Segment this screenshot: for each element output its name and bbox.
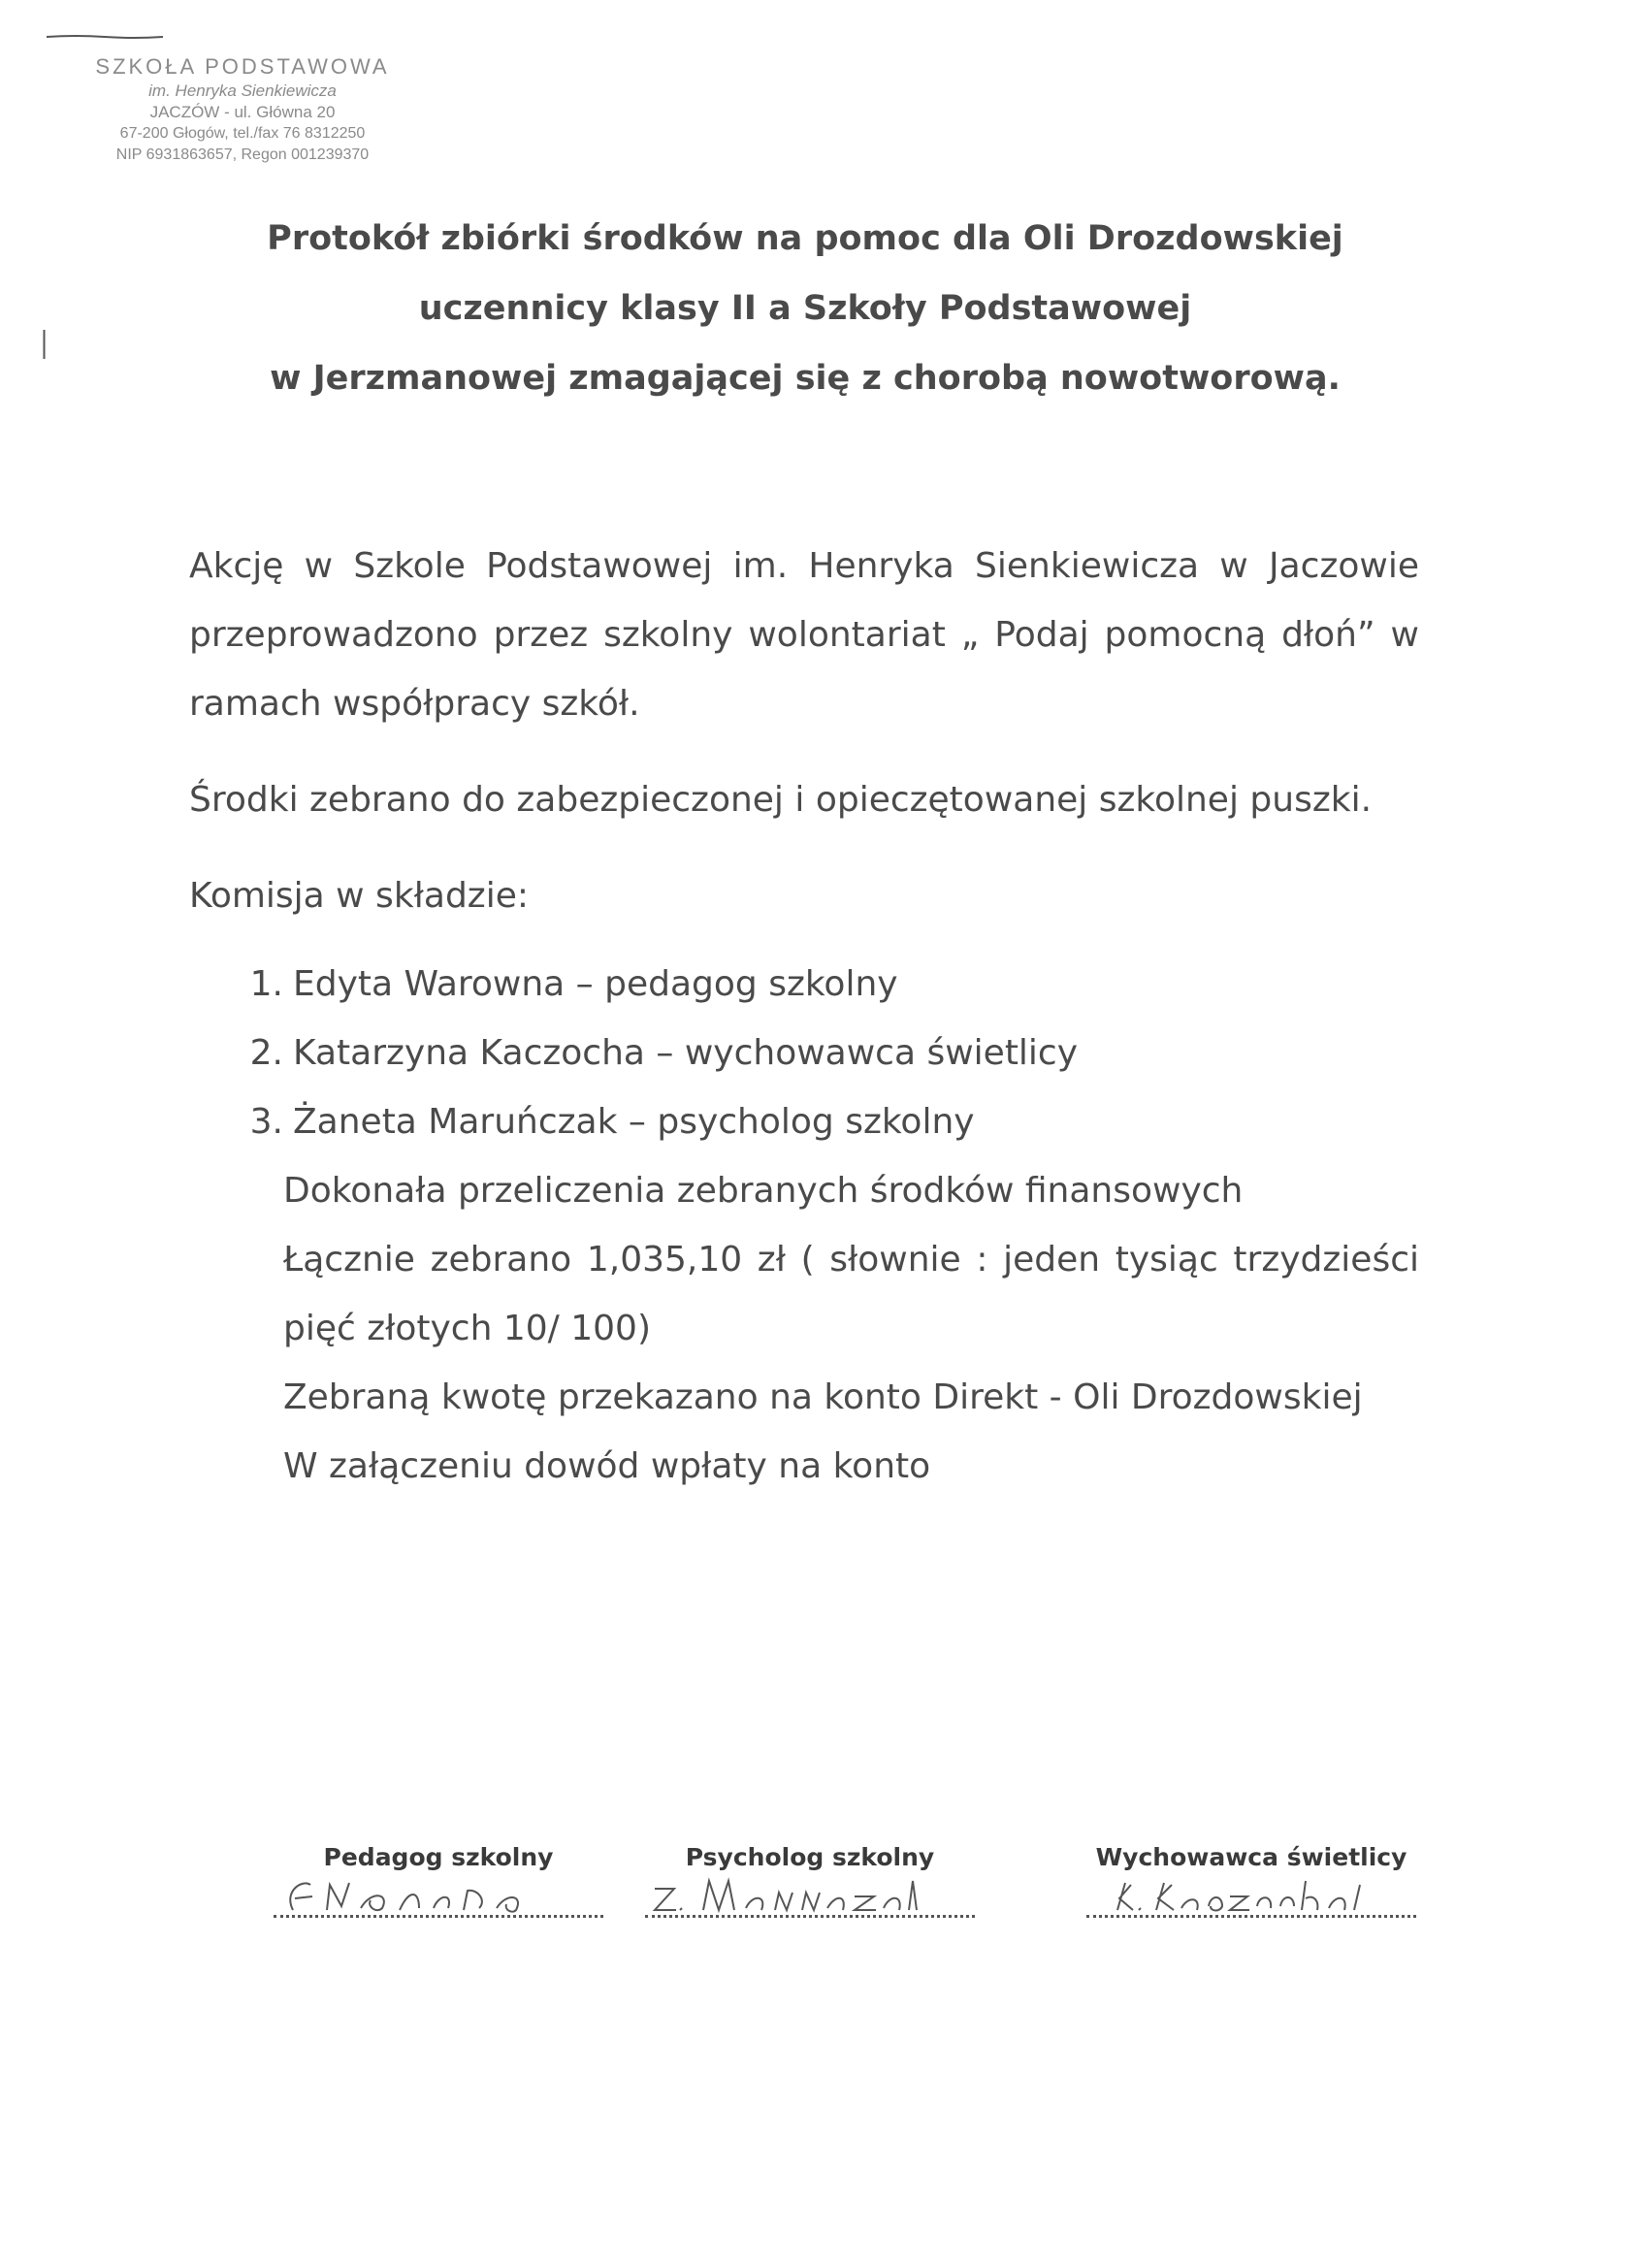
attachment-statement: W załączeniu dowód wpłaty na konto: [283, 1446, 931, 1486]
signature-wychowawca: [1086, 1843, 1416, 1924]
commission-list: [189, 950, 1419, 1156]
document-body: [189, 532, 1419, 1501]
list-item: [189, 1019, 1419, 1087]
signature-dots: [1086, 1915, 1416, 1918]
school-stamp: [68, 53, 417, 166]
handwritten-signature: [1086, 1871, 1416, 1916]
list-number: 3.: [249, 1102, 283, 1142]
counted-statement: Dokonała przeliczenia zebranych środków finansowych: [283, 1171, 1244, 1211]
stamp-patron: im. Henryka Sienkiewicza: [148, 81, 337, 100]
handwritten-signature: [274, 1871, 603, 1916]
title-line-2: uczennicy klasy II a Szkoły Podstawowej: [418, 289, 1192, 328]
total-amount-statement: Łącznie zebrano 1,035,10 zł ( słownie : jeden tysiąc trzydzieści pięć złotych 10/ 100): [283, 1240, 1419, 1348]
signature-line: [1086, 1875, 1416, 1924]
signature-line: [645, 1875, 975, 1924]
signature-pedagog: [274, 1843, 603, 1924]
signature-line: [274, 1875, 603, 1924]
title-line-3: w Jerzmanowej zmagającej się z chorobą nowotworową.: [270, 359, 1341, 398]
signature-label: Pedagog szkolny: [323, 1843, 554, 1871]
title-line-1: Protokół zbiórki środków na pomoc dla Oli Drozdowskiej: [267, 219, 1343, 258]
scan-mark: [43, 330, 46, 359]
member-text: Żaneta Maruńczak – psycholog szkolny: [293, 1102, 975, 1142]
handwritten-signature: [645, 1871, 975, 1916]
stamp-school-name: SZKOŁA PODSTAWOWA: [95, 54, 390, 79]
member-text: Katarzyna Kaczocha – wychowawca świetlicy: [293, 1033, 1079, 1073]
paragraph-funds: Środki zebrano do zabezpieczonej i opieczętowanej szkolnej puszki.: [189, 780, 1373, 820]
signature-dots: [274, 1915, 603, 1918]
signature-label: Wychowawca świetlicy: [1095, 1843, 1407, 1871]
list-item: [189, 950, 1419, 1019]
signature-dots: [645, 1915, 975, 1918]
stamp-address-line2: 67-200 Głogów, tel./fax 76 8312250: [119, 125, 366, 142]
transfer-statement: Zebraną kwotę przekazano na konto Direkt - Oli Drozdowskiej: [283, 1377, 1363, 1417]
member-text: Edyta Warowna – pedagog szkolny: [293, 964, 898, 1004]
list-number: 1.: [249, 964, 283, 1004]
list-item: [189, 1087, 1419, 1156]
paragraph-action: Akcję w Szkole Podstawowej im. Henryka Sienkiewicza w Jaczowie przeprowadzono przez szkolny wolontariat „ Podaj pomocną dłoń” w ramach współpracy szkół.: [189, 546, 1419, 724]
protocol-details: [283, 1156, 1419, 1501]
signature-psycholog: [645, 1843, 975, 1924]
document-title: [155, 204, 1455, 413]
stamp-mark-line: [47, 35, 163, 39]
stamp-ids: NIP 6931863657, Regon 001239370: [115, 146, 370, 163]
stamp-address-line1: JACZÓW - ul. Główna 20: [149, 103, 336, 121]
list-number: 2.: [249, 1033, 283, 1073]
commission-label: Komisja w składzie:: [189, 876, 529, 916]
signature-label: Psycholog szkolny: [685, 1843, 935, 1871]
